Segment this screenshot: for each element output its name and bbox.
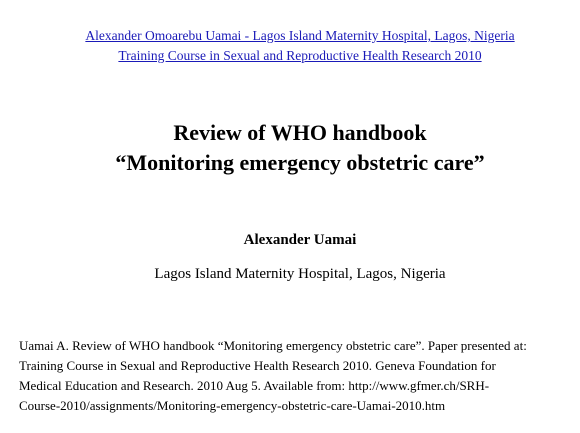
citation-line-4: Course-2010/assignments/Monitoring-emergency-obstetric-care-Uamai-2010.htm bbox=[19, 398, 446, 413]
author-affiliation: Lagos Island Maternity Hospital, Lagos, Nigeria bbox=[154, 266, 446, 282]
author-hospital-link[interactable]: Alexander Omoarebu Uamai - Lagos Island Maternity Hospital, Lagos, Nigeria bbox=[85, 28, 515, 43]
citation-line-2: Training Course in Sexual and Reproductive Health Research 2010. Geneva Foundation for bbox=[19, 358, 496, 373]
citation-line-3: Medical Education and Research. 2010 Aug 5. Available from: http://www.gfmer.ch/SRH- bbox=[19, 378, 490, 393]
document-title bbox=[0, 118, 580, 178]
header-links bbox=[0, 26, 580, 66]
training-course-link[interactable]: Training Course in Sexual and Reproductive Health Research 2010 bbox=[118, 48, 482, 63]
title-line-1: Review of WHO handbook bbox=[173, 120, 427, 145]
citation-line-1: Uamai A. Review of WHO handbook “Monitoring emergency obstetric care”. Paper presented at: bbox=[19, 338, 527, 353]
title-line-2: “Monitoring emergency obstetric care” bbox=[115, 150, 485, 175]
author-name: Alexander Uamai bbox=[243, 232, 357, 248]
citation-paragraph bbox=[19, 336, 574, 416]
